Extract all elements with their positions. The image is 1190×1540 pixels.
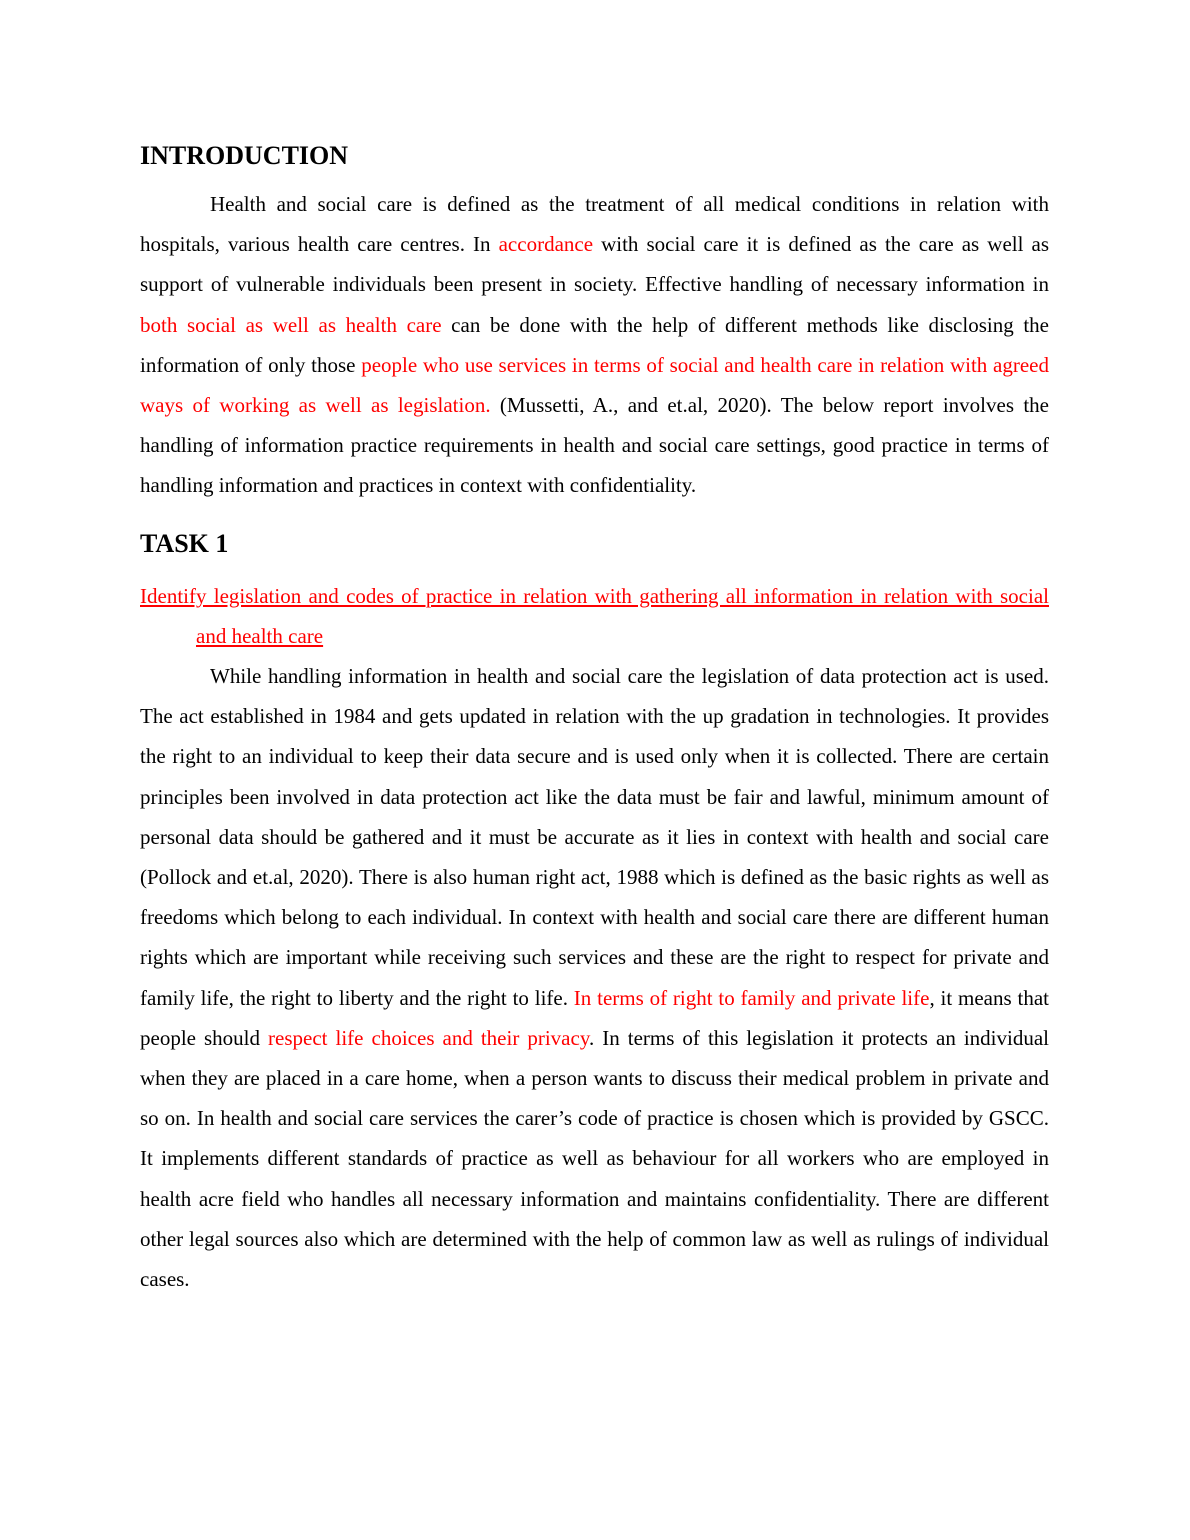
task-highlight-2: respect life choices and their privacy bbox=[268, 1025, 589, 1050]
task-text-1: While handling information in health and social care the legislation of data protection act is used. The act established in 1984 and gets updated in relation with the up gradation in technologies. It provides the right to an individual to keep their data secure and is used only when it is collected. There are certain principles been involved in data protection act like the data must be fair and lawful, minimum amount of personal data should be gathered and it must be accurate as it lies in context with health and social care (Pollock and et.al, 2020). There is also human right act, 1988 which is defined as the basic rights as well as freedoms which belong to each individual. In context with health and social care there are different human rights which are important while receiving such services and these are the right to respect for private and family life, the right to liberty and the right to life. bbox=[140, 664, 1049, 1010]
task-highlight-1: In terms of right to family and private life bbox=[573, 985, 930, 1010]
task-1-heading: TASK 1 bbox=[140, 528, 229, 558]
introduction-heading: INTRODUCTION bbox=[140, 141, 349, 170]
intro-highlight-3: people who use services in terms of social and health care in relation with agreed ways of working as well as legislation. bbox=[140, 352, 1049, 418]
intro-text-1: Health and social care is defined as the treatment of all medical conditions in relation with hospitals, various health care centres. In bbox=[140, 192, 1049, 257]
task-1-paragraph bbox=[140, 656, 1049, 1299]
intro-text-4: (Mussetti, A., and et.al, 2020). The below report involves the handling of information practice requirements in health and social care settings, good practice in terms of handling information and practices in context with confidentiality. bbox=[140, 393, 1050, 498]
task-text-2: , it means that people should bbox=[140, 985, 1049, 1050]
task-text-3: . In terms of this legislation it protects an individual when they are placed in a care home, when a person wants to discuss their medical problem in private and so on. In health and social care services the carer’s code of practice is chosen which is provided by GSCC. It implements different standards of practice as well as behaviour for all workers who are employed in health acre field who handles all necessary information and maintains confidentiality. There are different other legal sources also which are determined with the help of common law as well as rulings of individual cases. bbox=[140, 1025, 1050, 1292]
task-1-subheading: Identify legislation and codes of practice in relation with gathering all information in relation with social and health care bbox=[140, 583, 1049, 648]
document-page bbox=[140, 138, 1049, 1299]
introduction-paragraph bbox=[140, 184, 1049, 506]
intro-highlight-1: accordance bbox=[498, 232, 594, 257]
intro-highlight-2: both social as well as health care bbox=[140, 312, 442, 337]
intro-text-3: can be done with the help of different methods like disclosing the information of only those bbox=[140, 312, 1049, 377]
intro-text-2: with social care it is defined as the care as well as support of vulnerable individuals been present in society. Effective handling of necessary information in bbox=[140, 232, 1049, 297]
